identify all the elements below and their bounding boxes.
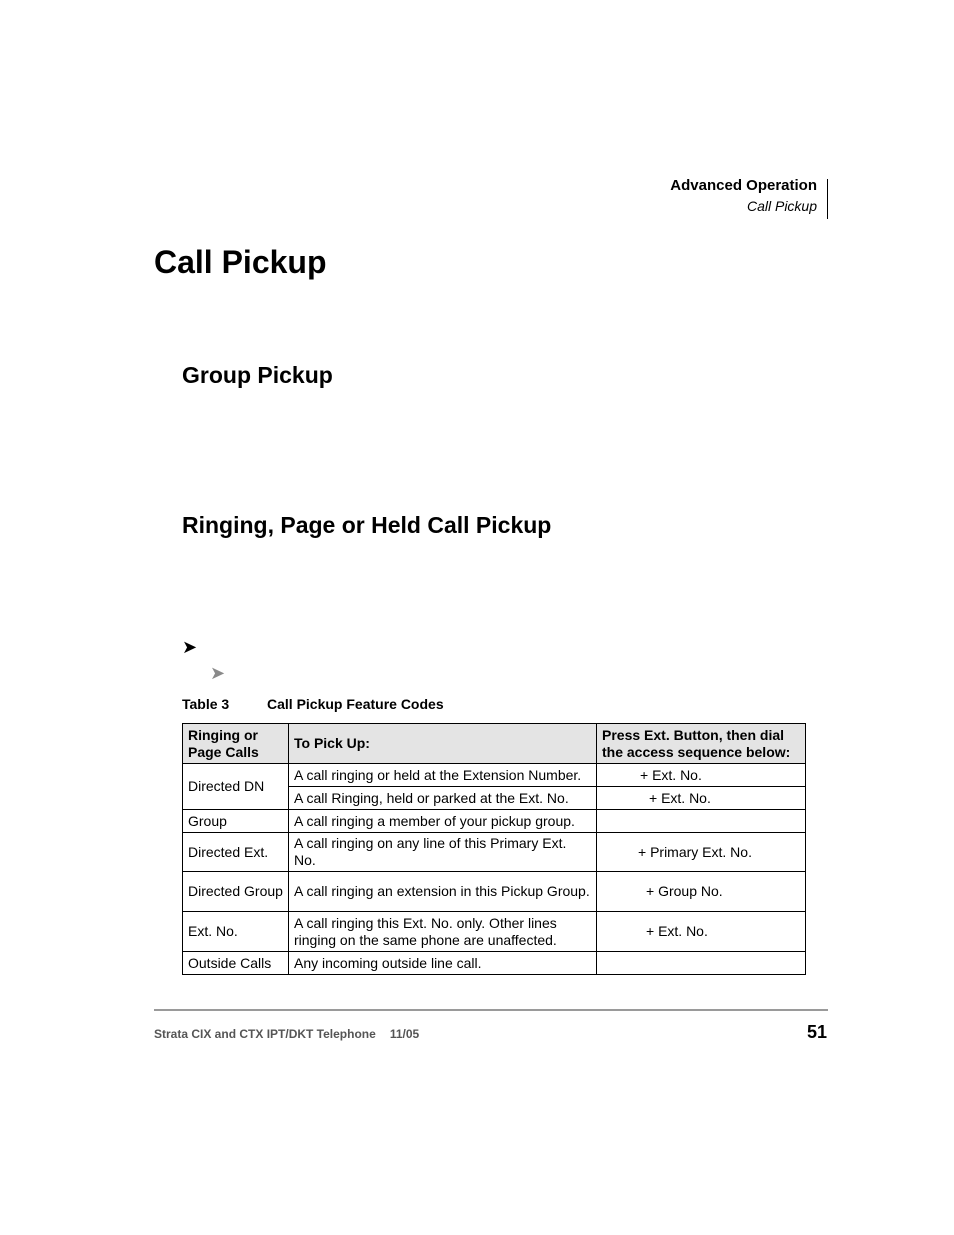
running-header <box>670 176 817 216</box>
page-number: 51 <box>806 1022 827 1042</box>
page-title: Call Pickup <box>154 244 327 280</box>
cell-sequence <box>597 787 806 810</box>
sequence-text: + Group No. <box>646 883 723 899</box>
running-header-section: Advanced Operation <box>670 177 817 194</box>
cell-sequence <box>597 952 806 975</box>
cell-description: A call ringing a member of your pickup group. <box>289 810 597 833</box>
cell-description: Any incoming outside line call. <box>289 952 597 975</box>
cell-call-type: Directed DN <box>183 764 289 810</box>
table-row <box>183 833 806 872</box>
header-rule <box>827 179 828 219</box>
cell-call-type: Outside Calls <box>183 952 289 975</box>
table-caption <box>182 695 444 713</box>
table-caption-number: Table 3 <box>182 696 230 712</box>
footer <box>154 1026 419 1042</box>
cell-sequence <box>597 833 806 872</box>
substep-arrow-icon: ➤ <box>210 663 226 683</box>
table-header-row <box>183 724 806 764</box>
sequence-text: + Ext. No. <box>640 766 702 783</box>
footer-title: Strata CIX and CTX IPT/DKT Telephone <box>154 1027 376 1041</box>
call-pickup-codes-table <box>182 723 806 975</box>
cell-call-type: Directed Ext. <box>183 833 289 872</box>
table-row <box>183 872 806 912</box>
sequence-text: + Ext. No. <box>646 923 708 939</box>
table-row <box>183 810 806 833</box>
sequence-text: + Ext. No. <box>649 789 711 806</box>
cell-description: A call ringing an extension in this Pickup Group. <box>289 872 597 912</box>
cell-sequence <box>597 912 806 952</box>
heading-group-pickup: Group Pickup <box>182 362 333 388</box>
header-access-sequence: Press Ext. Button, then dial the access sequence below: <box>597 724 806 764</box>
cell-description: A call ringing on any line of this Primary Ext. No. <box>289 833 597 872</box>
cell-call-type: Group <box>183 810 289 833</box>
cell-sequence <box>597 872 806 912</box>
cell-description: A call Ringing, held or parked at the Ext. No. <box>289 787 597 810</box>
footer-rule <box>154 1009 828 1011</box>
table-caption-title: Call Pickup Feature Codes <box>267 696 444 712</box>
table-row <box>183 952 806 975</box>
cell-sequence <box>597 810 806 833</box>
sequence-text: + Primary Ext. No. <box>638 843 752 860</box>
table-row <box>183 912 806 952</box>
heading-ringing-pickup: Ringing, Page or Held Call Pickup <box>182 512 552 538</box>
step-arrow-icon: ➤ <box>182 637 198 657</box>
cell-call-type: Ext. No. <box>183 912 289 952</box>
header-call-type: Ringing or Page Calls <box>183 724 289 764</box>
running-header-subsection: Call Pickup <box>746 198 817 214</box>
table-row <box>183 764 806 787</box>
header-to-pick-up: To Pick Up: <box>289 724 597 764</box>
cell-call-type: Directed Group <box>183 872 289 912</box>
cell-sequence <box>597 764 806 787</box>
cell-description: A call ringing this Ext. No. only. Other lines ringing on the same phone are unaffected. <box>289 912 597 952</box>
cell-description: A call ringing or held at the Extension Number. <box>289 764 597 787</box>
footer-date: 11/05 <box>389 1027 420 1041</box>
